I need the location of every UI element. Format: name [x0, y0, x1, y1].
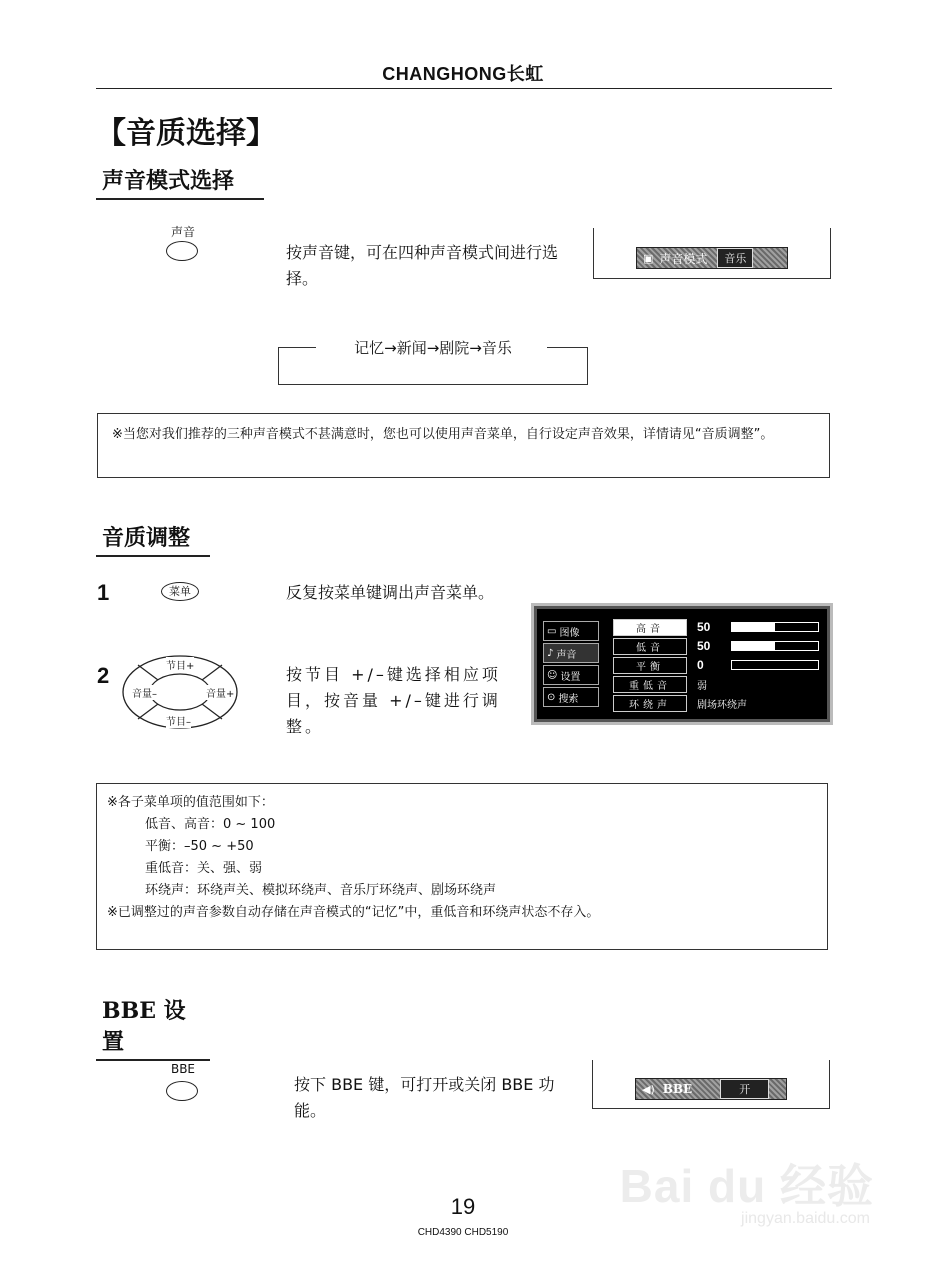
- model-numbers: CHD4390 CHD5190: [417, 1227, 509, 1238]
- menu-row-subwoofer: 重低音 弱: [613, 676, 825, 693]
- menu-item-search: ⊙ 搜索: [543, 687, 599, 707]
- brand-logo: CHANGHONG长虹: [382, 64, 544, 84]
- menu-button[interactable]: 菜单: [161, 582, 199, 601]
- sound-button[interactable]: [166, 241, 198, 261]
- sound-mode-osd: [636, 247, 788, 269]
- bbe-osd-frame: [592, 1060, 830, 1109]
- menu-row-surround: 环绕声 剧场环绕声: [613, 695, 825, 712]
- direction-pad: [120, 653, 240, 731]
- range-note-line: ※已调整过的声音参数自动存储在声音模式的“记忆”中，重低音和环绕声状态不存入。: [107, 905, 600, 920]
- header-rule: [96, 88, 832, 89]
- menu-item-picture: ▭ 图像: [543, 621, 599, 641]
- page-number: 19: [450, 1194, 476, 1219]
- bbe-osd-label: BBE: [662, 1082, 693, 1096]
- bbe-instruction: 按下 BBE 键，可打开或关闭 BBE 功能。: [294, 1075, 555, 1120]
- menu-item-sound: ♪ 声音: [543, 643, 599, 663]
- bbe-osd-value: 开: [720, 1079, 769, 1099]
- sound-menu-osd: [534, 606, 830, 722]
- channel-down-button[interactable]: 节目–: [166, 713, 191, 728]
- sound-button-caption: 声音: [170, 225, 195, 239]
- baidu-watermark: Bai du 经验: [619, 1160, 874, 1212]
- range-note-line: 重低音：关、强、弱: [145, 861, 263, 876]
- channel-up-button[interactable]: 节目+: [166, 657, 194, 672]
- section-title-bbe: BBE 设置: [96, 994, 210, 1061]
- sound-mode-sequence: 记忆→新闻→剧院→音乐: [344, 337, 522, 358]
- page-title: 【音质选择】: [96, 116, 276, 151]
- baidu-watermark-url: jingyan.baidu.com: [741, 1210, 870, 1227]
- search-icon: ⊙: [547, 691, 556, 703]
- bbe-button[interactable]: [166, 1081, 198, 1101]
- menu-row-bass: 低音 50: [613, 638, 825, 655]
- speaker-icon: ◀): [642, 1082, 655, 1096]
- sound-mode-osd-label: 声音模式: [659, 251, 708, 266]
- section-title-sound-adjust: 音质调整: [96, 521, 210, 557]
- sequence-header: [278, 337, 588, 357]
- volume-up-button[interactable]: 音量+: [206, 685, 234, 700]
- sequence-line-left: [278, 347, 316, 348]
- range-note-line: 平衡：–50 ~ +50: [145, 839, 254, 854]
- settings-icon: ☺: [547, 669, 558, 681]
- section-title-sound-mode: 声音模式选择: [96, 164, 264, 200]
- sequence-line-right: [547, 347, 587, 348]
- step-2-number: 2: [97, 663, 110, 688]
- sound-mode-note: ※当您对我们推荐的三种声音模式不甚满意时，您也可以使用声音菜单，自行设定声音效果，详情请见“音质调整”。: [97, 413, 830, 478]
- step-2-text: 按节目 +/–键选择相应项目，按音量 +/–键进行调整。: [286, 665, 501, 736]
- tv-speaker-icon: ▣: [643, 251, 654, 265]
- volume-down-button[interactable]: 音量–: [132, 685, 157, 700]
- speaker-icon: ♪: [547, 647, 554, 659]
- menu-row-balance: 平衡 0: [613, 657, 825, 674]
- step-1-number: 1: [97, 580, 110, 605]
- menu-row-treble: 高音 50: [613, 619, 825, 636]
- menu-item-settings: ☺ 设置: [543, 665, 599, 685]
- range-note-line: 环绕声：环绕声关、模拟环绕声、音乐厅环绕声、剧场环绕声: [145, 883, 497, 898]
- sound-mode-osd-frame: [593, 228, 831, 279]
- range-note-line: 低音、高音：0 ~ 100: [145, 817, 276, 832]
- bbe-button-caption: BBE: [170, 1062, 196, 1076]
- step-1-text: 反复按菜单键调出声音菜单。: [286, 583, 495, 602]
- range-notes-box: [96, 783, 828, 950]
- picture-icon: ▭: [547, 625, 557, 637]
- sound-mode-instruction: 按声音键，可在四种声音模式间进行选择。: [286, 243, 559, 288]
- sound-mode-osd-value: 音乐: [717, 248, 753, 268]
- bbe-osd: [635, 1078, 787, 1100]
- range-note-line: ※各子菜单项的值范围如下：: [107, 795, 274, 810]
